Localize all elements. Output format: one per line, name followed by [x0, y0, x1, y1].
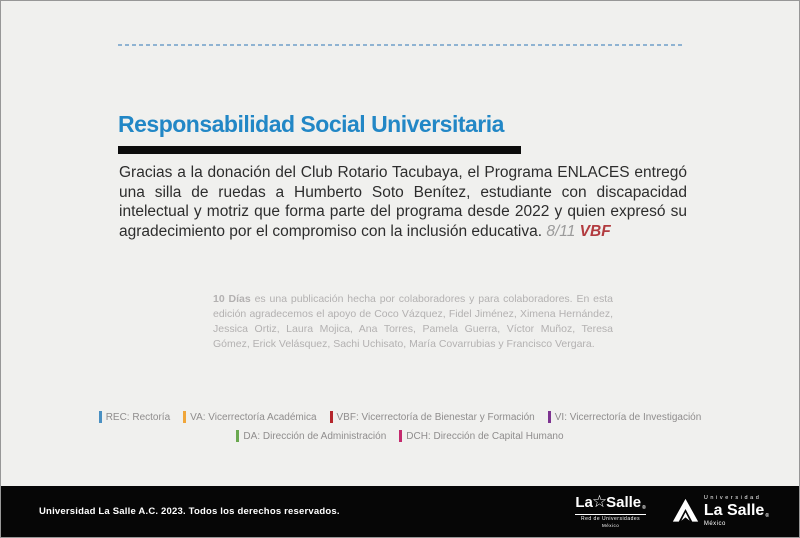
legend-item [399, 430, 563, 442]
legend-item [236, 430, 386, 442]
department-legend [1, 411, 799, 442]
credits-paragraph [213, 292, 613, 352]
legend-label: DCH: Dirección de Capital Humano [406, 430, 564, 442]
registered-mark-icon: ® [642, 505, 646, 512]
logo2-universidad: Universidad [703, 494, 762, 501]
logo2-lasalle: La Salle [703, 502, 765, 520]
article-text: Gracias a la donación del Club Rotario Tacubaya, el Programa ENLACES entregó una silla de ruedas a Humberto Soto Benítez, estudiante con discapacidad intelectual y motriz que forma parte del programa desde 2022 y quien expresó su agradecimiento por el compromiso con la inclusión educativa. [119, 164, 687, 240]
legend-label: VI: Vicerrectoría de Investigación [554, 411, 702, 423]
legend-label: VBF: Vicerrectoría de Bienestar y Formación [336, 411, 535, 423]
legend-label: REC: Rectoría [105, 411, 171, 423]
logo1-country: México [601, 523, 620, 529]
copyright-text: Universidad La Salle A.C. 2023. Todos los derechos reservados. [39, 506, 340, 517]
logo1-subtitle: Red de Universidades [575, 514, 645, 522]
legend-color-bar [236, 430, 239, 442]
logo2-text [704, 496, 769, 528]
star-icon: ☆ [591, 492, 608, 512]
legend-item [548, 411, 702, 423]
legend-color-bar [99, 411, 102, 423]
legend-item [330, 411, 535, 423]
legend-color-bar [548, 411, 551, 423]
page-title: Responsabilidad Social Universitaria [118, 111, 504, 137]
logo1-la: La [575, 494, 593, 512]
lasalle-network-wordmark [575, 494, 645, 511]
lasalle-network-logo [575, 494, 645, 529]
legend-item [99, 411, 170, 423]
universidad-lasalle-mexico-logo [672, 496, 769, 528]
article-department-tag: VBF [579, 222, 611, 240]
footer-bar [1, 486, 799, 537]
title-underline-bar [118, 146, 521, 154]
legend-color-bar [399, 430, 402, 442]
logo2-country: México [703, 521, 726, 528]
legend-item [183, 411, 316, 423]
registered-mark-icon: ® [765, 513, 769, 520]
legend-color-bar [330, 411, 333, 423]
legend-row-1 [99, 411, 702, 423]
logo1-salle: Salle [606, 494, 642, 512]
article-page-ref: 8/11 [546, 222, 580, 240]
article-body [119, 163, 687, 241]
top-dashed-divider [118, 44, 684, 46]
legend-label: VA: Vicerrectoría Académica [190, 411, 317, 423]
legend-row-2 [236, 430, 563, 442]
legend-color-bar [183, 411, 186, 423]
credits-lead: 10 Días [213, 293, 251, 305]
logo2-wordmark [704, 503, 769, 519]
footer-logos [575, 494, 769, 529]
lasalle-mexico-logo-mark [672, 498, 699, 525]
credits-text: es una publicación hecha por colaboradores y para colaboradores. En esta edición agradecemos el apoyo de Coco Vázquez, Fidel Jiménez, Ximena Hernández, Jessica Ortiz, Laura Mojica, Ana Torres, Pamela Guerra, Víctor Muñoz, Teresa Gómez, Erick Velásquez, Sachi Uchisato, María Covarrubias y Francisco Vergara. [213, 293, 613, 350]
legend-label: DA: Dirección de Administración [243, 430, 387, 442]
